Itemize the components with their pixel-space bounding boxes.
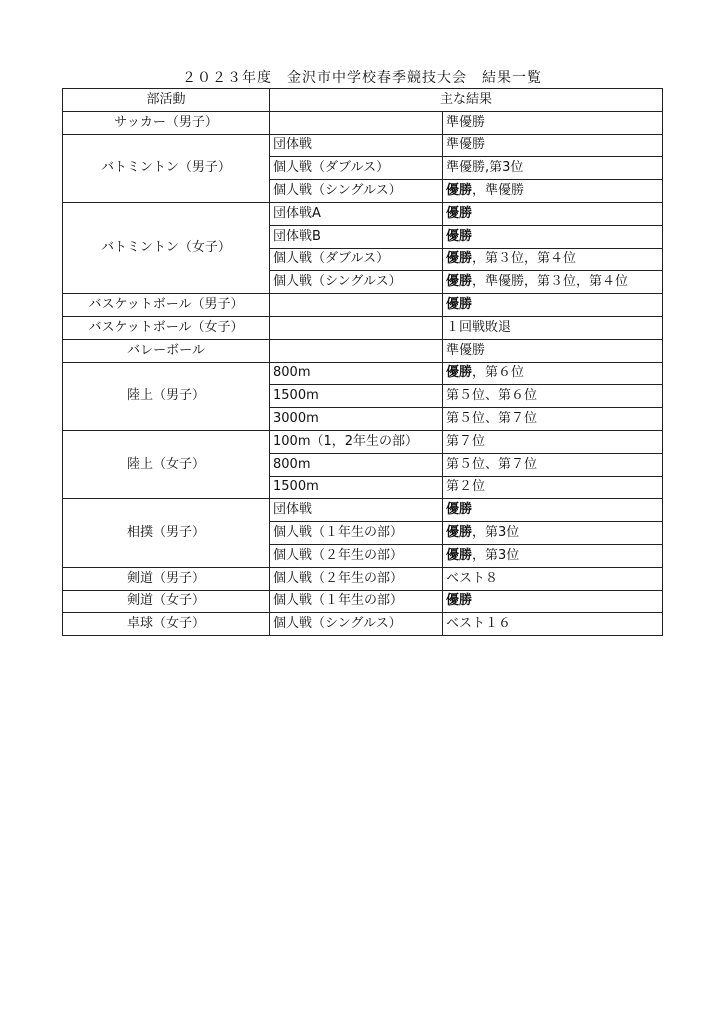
result-text — [443, 544, 663, 567]
result-text — [443, 499, 663, 522]
table-row — [63, 499, 663, 522]
win-label: 優勝 — [446, 183, 473, 199]
result-text — [443, 522, 663, 545]
result-text — [443, 202, 663, 225]
event-name: 個人戦（ダブルス） — [270, 248, 443, 271]
result-text — [443, 271, 663, 294]
club-name: サッカー（男子） — [63, 111, 270, 134]
result-text — [443, 248, 663, 271]
event-name: 3000m — [270, 408, 443, 431]
event-name — [270, 111, 443, 134]
result-text: ベスト１６ — [443, 613, 663, 636]
result-text — [443, 180, 663, 203]
results-table — [62, 88, 663, 636]
result-text: ベスト８ — [443, 567, 663, 590]
event-name: 個人戦（シングルス） — [270, 271, 443, 294]
result-text: 準優勝 — [443, 111, 663, 134]
club-name: バレーボール — [63, 339, 270, 362]
club-name: バスケットボール（男子） — [63, 294, 270, 317]
event-name — [270, 316, 443, 339]
event-name: 団体戦B — [270, 225, 443, 248]
result-rest: ，準優勝 — [472, 183, 525, 199]
club-name: 剣道（女子） — [63, 590, 270, 613]
table-row — [63, 111, 663, 134]
club-name: バスケットボール（女子） — [63, 316, 270, 339]
result-rest: ，第3位 — [472, 525, 520, 541]
result-text: 第２位 — [443, 476, 663, 499]
win-label: 優勝 — [446, 205, 473, 221]
result-text: 準優勝,第3位 — [443, 157, 663, 180]
win-label: 優勝 — [446, 365, 473, 381]
win-label: 優勝 — [446, 228, 473, 244]
win-label: 優勝 — [446, 502, 473, 518]
win-label: 優勝 — [446, 593, 473, 609]
event-name: 個人戦（２年生の部） — [270, 544, 443, 567]
win-label: 優勝 — [446, 525, 473, 541]
result-text — [443, 294, 663, 317]
event-name: 個人戦（２年生の部） — [270, 567, 443, 590]
result-text: 第７位 — [443, 430, 663, 453]
club-name: 陸上（女子） — [63, 430, 270, 498]
event-name: 団体戦 — [270, 499, 443, 522]
result-text: 第５位、第７位 — [443, 408, 663, 431]
club-name: 剣道（男子） — [63, 567, 270, 590]
table-row — [63, 134, 663, 157]
event-name: 団体戦A — [270, 202, 443, 225]
table-header-row — [63, 89, 663, 112]
club-name: 卓球（女子） — [63, 613, 270, 636]
event-name: 1500m — [270, 476, 443, 499]
table-row — [63, 202, 663, 225]
event-name: 団体戦 — [270, 134, 443, 157]
event-name: 個人戦（１年生の部） — [270, 590, 443, 613]
result-text: 準優勝 — [443, 134, 663, 157]
club-name: 相撲（男子） — [63, 499, 270, 567]
table-row — [63, 339, 663, 362]
result-text — [443, 362, 663, 385]
club-name: バトミントン（女子） — [63, 202, 270, 293]
club-name: 陸上（男子） — [63, 362, 270, 430]
event-name: 800m — [270, 453, 443, 476]
table-row — [63, 613, 663, 636]
result-text: 第５位、第６位 — [443, 385, 663, 408]
win-label: 優勝 — [446, 274, 473, 290]
table-row — [63, 294, 663, 317]
event-name: 100m（1，2年生の部） — [270, 430, 443, 453]
header-club: 部活動 — [63, 89, 270, 112]
result-text: 第５位、第７位 — [443, 453, 663, 476]
table-row — [63, 362, 663, 385]
table-row — [63, 567, 663, 590]
win-label: 優勝 — [446, 297, 473, 313]
header-results: 主な結果 — [270, 89, 663, 112]
event-name: 個人戦（１年生の部） — [270, 522, 443, 545]
event-name: 個人戦（シングルス） — [270, 180, 443, 203]
page-title: ２０２３年度 金沢市中学校春季競技大会 結果一覧 — [182, 70, 542, 86]
win-label: 優勝 — [446, 251, 473, 267]
result-text: 準優勝 — [443, 339, 663, 362]
table-row — [63, 590, 663, 613]
table-row — [63, 316, 663, 339]
club-name: バトミントン（男子） — [63, 134, 270, 202]
win-label: 優勝 — [446, 547, 473, 563]
result-text — [443, 590, 663, 613]
result-rest: ，第３位，第４位 — [472, 251, 577, 267]
result-rest: ，第3位 — [472, 547, 520, 563]
event-name — [270, 294, 443, 317]
event-name: 1500m — [270, 385, 443, 408]
event-name: 個人戦（シングルス） — [270, 613, 443, 636]
event-name: 800m — [270, 362, 443, 385]
result-text — [443, 225, 663, 248]
event-name: 個人戦（ダブルス） — [270, 157, 443, 180]
result-rest: ，第６位 — [472, 365, 525, 381]
event-name — [270, 339, 443, 362]
table-row — [63, 430, 663, 453]
result-text: １回戦敗退 — [443, 316, 663, 339]
result-rest: ，準優勝，第３位，第４位 — [472, 274, 629, 290]
